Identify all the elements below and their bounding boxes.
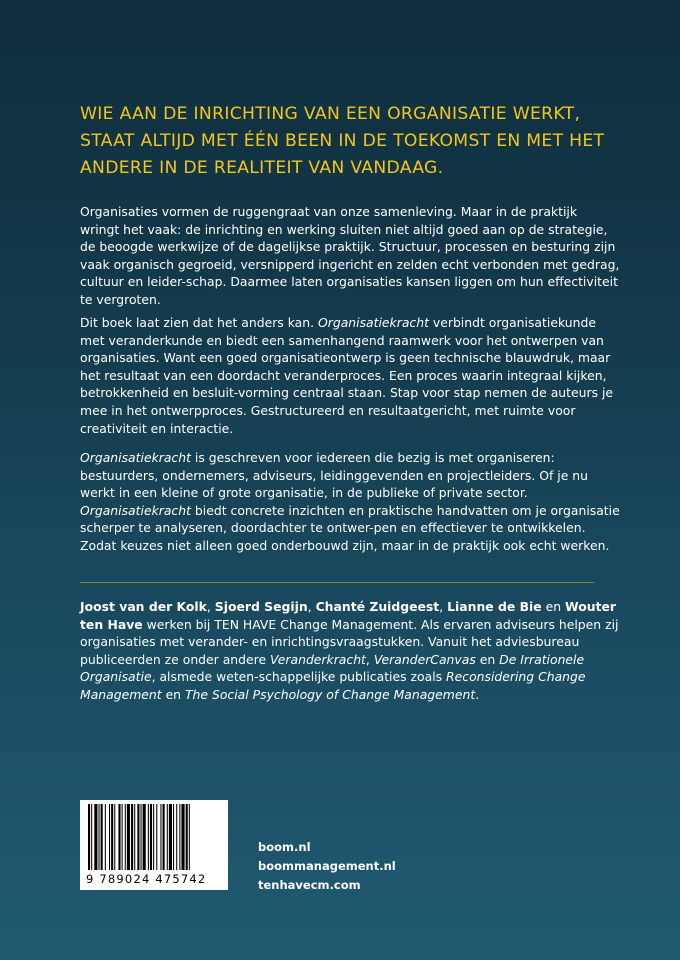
isbn-barcode [80, 800, 228, 890]
author-name: Lianne de Bie [447, 599, 542, 614]
separator: , [439, 599, 448, 614]
author-name: Chanté Zuidgeest [315, 599, 440, 614]
separator: en [541, 599, 566, 614]
website-link[interactable]: boommanagement.nl [258, 859, 396, 873]
audience-paragraph [80, 449, 620, 555]
website-link[interactable]: tenhavecm.com [258, 878, 361, 892]
bio-text: , alsmede weten-schappelijke publicaties zoals [151, 669, 447, 685]
author-name: Joost van der Kolk [80, 599, 207, 614]
separator: en [475, 651, 500, 667]
author-name: Wouter ten Have [80, 599, 617, 632]
book-title: Veranderkracht [270, 651, 366, 667]
back-cover-headline: WIE AAN DE INRICHTING VAN EEN ORGANISATIE WERKT, STAAT ALTIJD MET ÉÉN BEEN IN DE TOEKOMST EN MET HET ANDERE IN DE REALITEIT VAN VANDAAG. [80, 104, 605, 178]
authors-bio [80, 598, 620, 704]
author-name: Sjoerd Segijn [214, 599, 308, 614]
website-link[interactable]: boom.nl [258, 840, 311, 854]
separator: , [307, 599, 316, 614]
separator: , [206, 599, 215, 614]
bio-text: werken bij TEN HAVE Change Management. Als ervaren adviseurs helpen zij organisaties met verander- en inrichtingsvraagstukken. Vanuit het adviesbureau publiceerden ze onder andere [80, 616, 619, 667]
separator: . [475, 686, 480, 702]
book-title: Organisatiekracht [317, 315, 429, 330]
paragraph-text: Dit boek laat zien dat het anders kan. [80, 315, 318, 330]
website-links [258, 838, 396, 895]
isbn-number: 9 789024 475742 [86, 872, 207, 886]
intro-paragraph: Organisaties vormen de ruggengraat van onze samenleving. Maar in de praktijk wringt het vaak: de inrichting en werking sluiten niet altijd goed aan op de strategie, de beoogde werkwijze of de dagelijkse praktijk. Structuur, processen en besturing zijn vaak organisch gegroeid, versnipperd ingericht en zelden echt verbonden met gedrag, cultuur en leider-schap. Daarmee laten organisaties kansen liggen om hun effectiviteit te vergroten. [80, 204, 620, 307]
paragraph-text: is geschreven voor iedereen die bezig is met organiseren: bestuurders, ondernemers, adviseurs, leidinggevenden en projectleiders. Of je nu werkt in een kleine of grote organisatie, in de publieke of private sector. [80, 450, 589, 501]
book-title: Reconsidering Change Management [80, 669, 586, 702]
section-divider [80, 582, 594, 583]
book-title: VeranderCanvas [373, 651, 476, 667]
separator: en [161, 686, 185, 702]
paragraph-text: verbindt organisatiekunde met veranderkunde en biedt een samenhangend raamwerk voor het ontwerpen van organisaties. Want een goed organisatieontwerp is geen technische blauwdruk, maar het resultaat van een doordacht veranderproces. Een proces waarin integraal kijken, betrokkenheid en besluit-vorming centraal staan. Stap voor stap nemen de auteurs je mee in het ontwerpproces. Gestructureerd en resultaatgericht, met ruimte voor creativiteit en interactie. [80, 315, 614, 436]
book-description-paragraph [80, 314, 620, 437]
separator: , [365, 651, 374, 667]
book-title: Organisatiekracht [80, 450, 191, 465]
book-title: Organisatiekracht [80, 502, 191, 518]
book-title: De Irrationele Organisatie [80, 651, 585, 685]
barcode-bars-icon [88, 804, 222, 870]
paragraph-text: biedt concrete inzichten en praktische handvatten om je organisatie scherper te analyseren, doordachter te ontwer-pen en effectiever te ontwikkelen. Zodat keuzes niet alleen goed onderbouwd zijn, maar in de praktijk ook echt werken. [80, 502, 620, 553]
book-title: The Social Psychology of Change Management [184, 686, 476, 702]
